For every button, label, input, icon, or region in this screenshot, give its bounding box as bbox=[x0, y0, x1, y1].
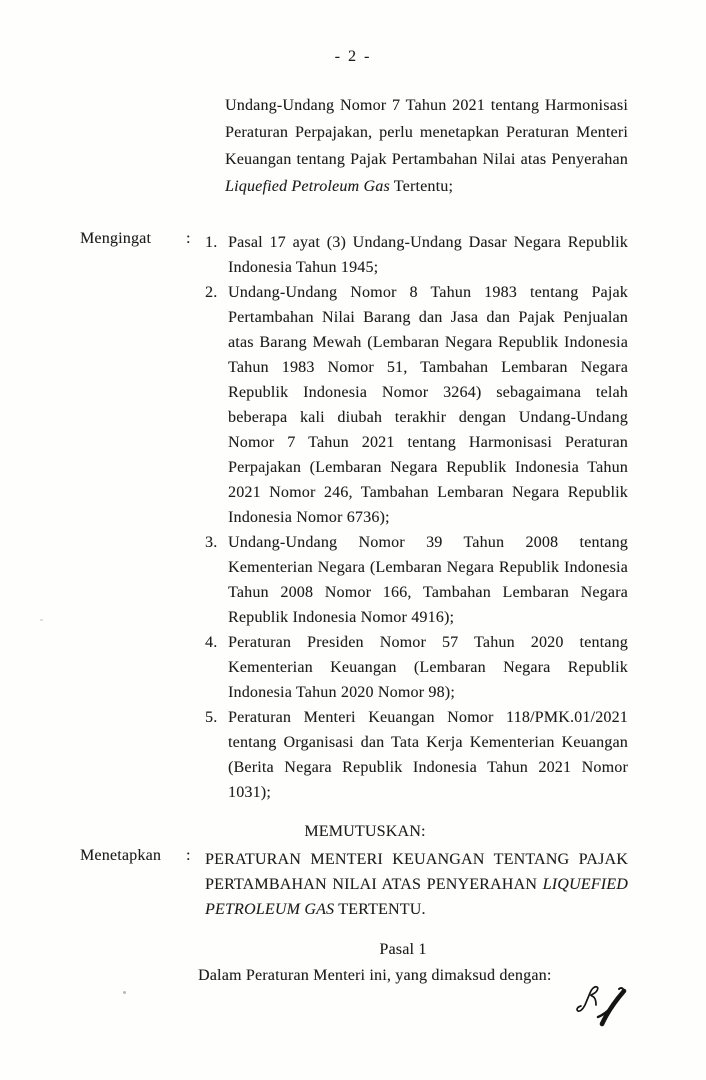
paragraph-text: Undang-Undang Nomor 7 Tahun 2021 tentang Harmonisasi Peraturan Perpajakan, perlu menetapkan Peraturan Menteri Keuangan tentang Pajak Pertambahan Nilai atas Penyerahan bbox=[225, 97, 628, 168]
handwritten-paraf-mark bbox=[570, 976, 632, 1032]
italic-term: Liquefied Petroleum Gas bbox=[225, 178, 390, 195]
list-item bbox=[205, 705, 628, 805]
menetapkan-colon: : bbox=[186, 847, 191, 864]
scan-speck bbox=[40, 619, 43, 621]
list-item bbox=[205, 630, 628, 705]
scan-speck bbox=[123, 991, 126, 994]
mengingat-list bbox=[205, 230, 628, 805]
mengingat-colon: : bbox=[186, 230, 191, 247]
list-item-number: 3. bbox=[205, 534, 218, 551]
mengingat-label: Mengingat bbox=[80, 230, 152, 247]
menetapkan-text: PERATURAN MENTERI KEUANGAN TENTANG PAJAK PERTAMBAHAN NILAI ATAS PENYERAHAN bbox=[205, 851, 628, 893]
list-item bbox=[205, 280, 628, 530]
list-item-text: Peraturan Menteri Keuangan Nomor 118/PMK.01/2021 tentang Organisasi dan Tata Kerja Kementerian Keuangan (Berita Negara Republik Indonesia Tahun 2021 Nomor 1031); bbox=[228, 709, 628, 801]
list-item-text: Undang-Undang Nomor 39 Tahun 2008 tentang Kementerian Negara (Lembaran Negara Republik Indonesia Tahun 2008 Nomor 166, Tambahan Lembaran Negara Republik Indonesia Nomor 4916); bbox=[228, 534, 628, 626]
pasal-1-intro: Dalam Peraturan Menteri ini, yang dimaksud dengan: bbox=[198, 967, 552, 984]
menetapkan-body bbox=[205, 847, 628, 922]
list-item-text: Undang-Undang Nomor 8 Tahun 1983 tentang Pajak Pertambahan Nilai Barang dan Jasa dan Pajak Penjualan atas Barang Mewah (Lembaran Negara Republik Indonesia Tahun 1983 Nomor 51, Tambahan Lembaran Negara Republik Indonesia Nomor 3264) sebagaimana telah beberapa kali diubah terakhir dengan Undang-Undang Nomor 7 Tahun 2021 tentang Harmonisasi Peraturan Perpajakan (Lembaran Negara Republik Indonesia Tahun 2021 Nomor 246, Tambahan Lembaran Negara Republik Indonesia Nomor 6736); bbox=[228, 284, 628, 526]
page-number: - 2 - bbox=[334, 48, 372, 65]
memutuskan-heading: MEMUTUSKAN: bbox=[304, 823, 426, 840]
italic-term-caps: LIQUEFIED PETROLEUM GAS bbox=[205, 876, 628, 918]
menetapkan-text-end: TERTENTU. bbox=[334, 901, 426, 918]
menimbang-continuation-paragraph bbox=[225, 92, 628, 200]
list-item-number: 1. bbox=[205, 234, 218, 251]
paragraph-text-end: Tertentu; bbox=[389, 178, 454, 195]
list-item bbox=[205, 230, 628, 280]
list-item-text: Peraturan Presiden Nomor 57 Tahun 2020 tentang Kementerian Keuangan (Lembaran Negara Republik Indonesia Tahun 2020 Nomor 98); bbox=[228, 634, 628, 701]
document-body bbox=[0, 92, 706, 988]
list-item bbox=[205, 530, 628, 630]
pasal-1-heading: Pasal 1 bbox=[379, 941, 427, 958]
list-item-number: 4. bbox=[205, 634, 218, 651]
list-item-text: Pasal 17 ayat (3) Undang-Undang Dasar Negara Republik Indonesia Tahun 1945; bbox=[228, 234, 628, 276]
menetapkan-section bbox=[0, 847, 706, 922]
mengingat-section bbox=[0, 230, 706, 805]
list-item-number: 2. bbox=[205, 284, 218, 301]
menetapkan-label: Menetapkan bbox=[80, 847, 162, 864]
list-item-number: 5. bbox=[205, 709, 218, 726]
